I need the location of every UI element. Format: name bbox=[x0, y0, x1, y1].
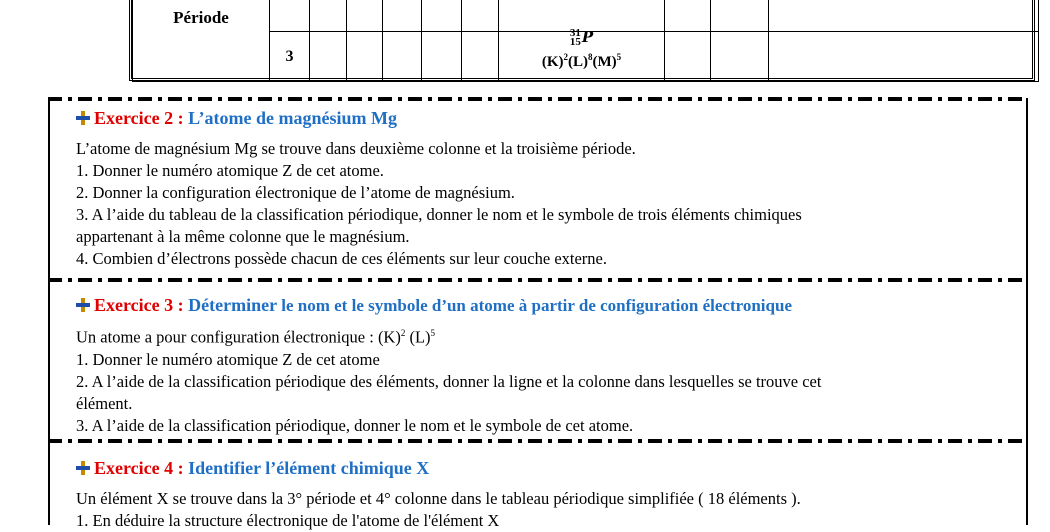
electron-configuration bbox=[499, 53, 664, 71]
period-number: 3 bbox=[270, 32, 310, 82]
exercise-3-body bbox=[76, 322, 1026, 437]
exercise-3-topic: le nom et le symbole d’un atome à partir de configuration électronique bbox=[281, 296, 792, 315]
exercise-4-line: 1. En déduire la structure électronique de l'atome de l'élément X bbox=[76, 511, 500, 530]
shell-k-count: 2 bbox=[563, 51, 568, 62]
phosphorus-cell bbox=[499, 26, 665, 82]
plus-bullet-icon bbox=[76, 298, 90, 312]
exercise-3-line: 1. Donner le numéro atomique Z de cet atome bbox=[76, 349, 380, 369]
exercise-3-line: 2. A l’aide de la classification périodique des éléments, donner la ligne et la colonne dans lesquelles se trouve cet bbox=[76, 371, 822, 391]
element-symbol: P bbox=[581, 27, 594, 46]
period-table bbox=[132, 0, 1039, 82]
separator-3 bbox=[48, 439, 1028, 443]
plus-bullet-icon bbox=[76, 461, 90, 475]
phosphorus-nuclide bbox=[499, 26, 664, 48]
exercise-2-label: Exercice 2 : bbox=[94, 108, 184, 128]
left-border bbox=[48, 98, 50, 525]
periodic-table-fragment bbox=[129, 0, 1035, 81]
shell-l: (L) bbox=[568, 53, 588, 70]
row-header-periode: Période bbox=[133, 0, 270, 82]
k-exponent: 2 bbox=[400, 328, 406, 338]
shell-m-count: 5 bbox=[616, 51, 622, 62]
shell-l-count: 8 bbox=[588, 51, 593, 62]
isotope-numbers bbox=[569, 26, 581, 48]
exercise-2-body bbox=[76, 138, 1026, 270]
exercise-3-line bbox=[76, 322, 1026, 349]
shell-m: (M) bbox=[592, 53, 617, 70]
exercise-3-line: élément. bbox=[76, 393, 133, 413]
exercise-2-line: 1. Donner le numéro atomique Z de cet atome. bbox=[76, 161, 384, 180]
mass-number: 31 bbox=[569, 26, 581, 39]
exercise-2-line: 3. A l’aide du tableau de la classification périodique, donner le nom et le symbole de trois éléments chimiques bbox=[76, 205, 802, 224]
config-text: Un atome a pour configuration électronique : (K) bbox=[76, 327, 401, 347]
exercise-3-label: Exercice 3 : bbox=[94, 295, 184, 315]
exercise-3-line: 3. A l’aide de la classification périodique, donner le nom et le symbole de cet atome. bbox=[76, 415, 634, 435]
shell-k: (K) bbox=[541, 53, 564, 70]
exercise-3-title bbox=[76, 295, 792, 316]
exercise-4-title bbox=[76, 458, 429, 479]
config-text-l: (L) bbox=[405, 327, 431, 347]
exercise-4-label: Exercice 4 : bbox=[94, 458, 184, 478]
exercise-4-topic: Identifier l’élément chimique X bbox=[188, 458, 430, 478]
right-border bbox=[1026, 98, 1028, 525]
separator-1 bbox=[48, 97, 1028, 101]
exercise-2-line: 2. Donner la configuration électronique de l’atome de magnésium. bbox=[76, 183, 515, 202]
exercise-4-body bbox=[76, 488, 1026, 532]
exercise-2-topic: L’atome de magnésium Mg bbox=[188, 108, 397, 128]
separator-2 bbox=[48, 278, 1028, 282]
exercise-2-line: appartenant à la même colonne que le magnésium. bbox=[76, 227, 410, 246]
atomic-number: 15 bbox=[569, 35, 581, 48]
exercise-2-title bbox=[76, 108, 397, 129]
exercise-2-line: 4. Combien d’électrons possède chacun de ces éléments sur leur couche externe. bbox=[76, 249, 608, 268]
exercise-3-topic-prefix: Déterminer bbox=[188, 295, 277, 315]
l-exponent: 5 bbox=[430, 328, 436, 338]
exercise-2-line: L’atome de magnésium Mg se trouve dans deuxième colonne et la troisième période. bbox=[76, 139, 636, 158]
exercise-4-line: Un élément X se trouve dans la 3° période et 4° colonne dans le tableau périodique simplifiée ( 18 éléments ). bbox=[76, 489, 801, 508]
plus-bullet-icon bbox=[76, 111, 90, 125]
